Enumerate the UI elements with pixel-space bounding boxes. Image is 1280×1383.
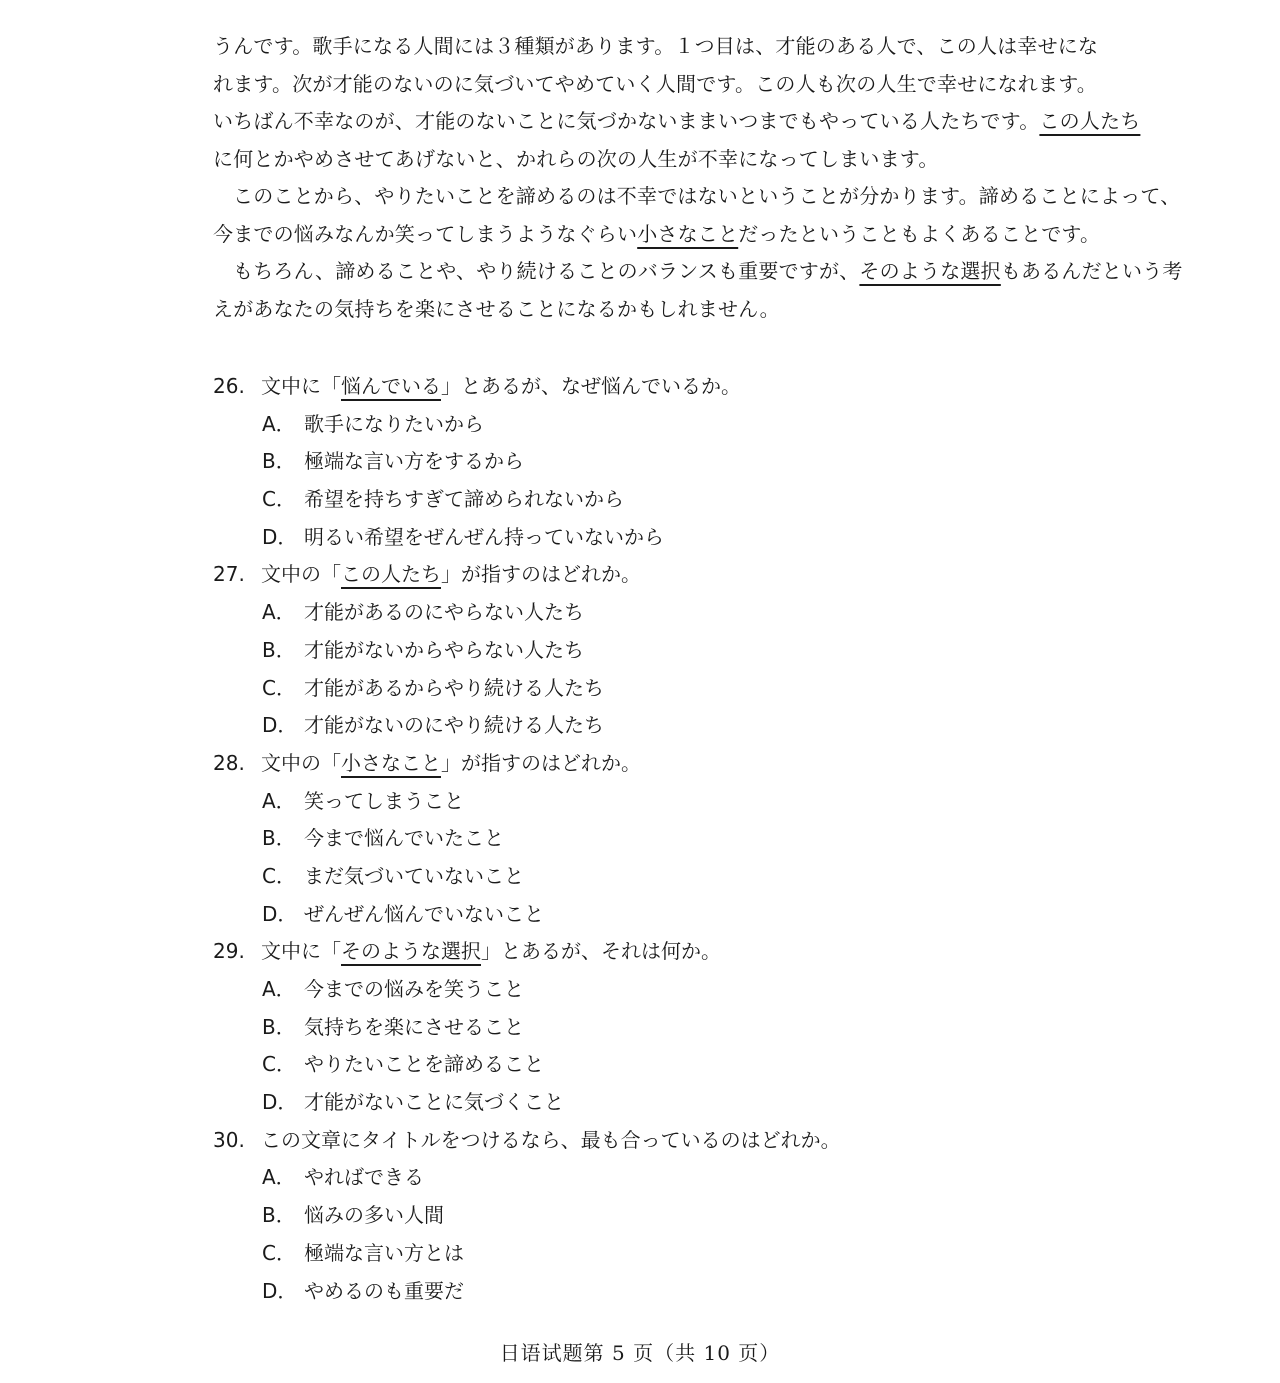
option-letter: A．: [262, 600, 296, 625]
underlined-phrase: そのような選択: [341, 939, 481, 964]
option-text: 才能があるのにやらない人たち: [304, 600, 584, 625]
option-text: 才能がないからやらない人たち: [304, 637, 584, 662]
question-stem: [213, 933, 1093, 971]
answer-option: [213, 971, 1093, 1009]
passage-line: に何とかやめさせてあげないと、かれらの次の人生が不幸になってしまいます。: [213, 146, 939, 171]
option-text: 笑ってしまうこと: [304, 788, 464, 813]
option-text: 希望を持ちすぎて諦められないから: [304, 487, 624, 512]
passage-line: [213, 253, 1183, 291]
option-text: 才能があるからやり続ける人たち: [304, 675, 604, 700]
question-text: 文中に「: [261, 939, 341, 964]
option-text: やればできる: [304, 1165, 424, 1190]
option-letter: D．: [262, 1090, 298, 1115]
answer-option: [213, 1159, 1093, 1197]
answer-option: [213, 820, 1093, 858]
answer-option: [213, 707, 1093, 745]
passage-line: [213, 103, 1141, 141]
underlined-phrase: そのような選択: [859, 259, 1001, 283]
question-stem: [213, 368, 1093, 406]
option-letter: C．: [262, 1052, 296, 1077]
question-stem: [213, 745, 1093, 783]
question-text: 文中の「: [261, 562, 341, 587]
passage-line: [213, 216, 1101, 254]
answer-option: [213, 632, 1093, 670]
underlined-phrase: この人たち: [341, 562, 441, 587]
question-stem: [213, 556, 1093, 594]
option-letter: B．: [262, 1014, 296, 1039]
answer-option: [213, 783, 1093, 821]
answer-option: [213, 1197, 1093, 1235]
underlined-phrase: 小さなこと: [637, 221, 739, 246]
question-text: 文中の「: [261, 750, 341, 775]
answer-option: [213, 481, 1093, 519]
answer-option: [213, 519, 1093, 557]
option-text: ぜんぜん悩んでいないこと: [304, 901, 544, 926]
underlined-phrase: 悩んでいる: [341, 374, 441, 398]
option-letter: C．: [262, 1240, 296, 1265]
reading-passage: [213, 28, 1183, 328]
option-letter: B．: [262, 826, 296, 851]
option-text: 極端な言い方をするから: [304, 449, 524, 474]
option-letter: B．: [262, 637, 296, 662]
question-number: 29.: [213, 939, 245, 964]
question-list: [213, 368, 1093, 1310]
question-text: この文章にタイトルをつけるなら、最も合っているのはどれか。: [261, 1127, 841, 1152]
answer-option: [213, 1235, 1093, 1273]
option-text: 極端な言い方とは: [304, 1240, 464, 1265]
answer-option: [213, 1009, 1093, 1047]
option-text: 才能がないことに気づくこと: [304, 1090, 564, 1115]
question-number: 26.: [213, 374, 245, 398]
answer-option: [213, 670, 1093, 708]
option-letter: A．: [262, 977, 296, 1001]
underlined-phrase: 小さなこと: [341, 750, 441, 775]
option-text: 今までの悩みを笑うこと: [304, 977, 524, 1001]
passage-text: だったということもよくあることです。: [738, 221, 1101, 246]
option-letter: A．: [262, 1165, 296, 1190]
answer-option: [213, 443, 1093, 481]
question-text: 」が指すのはどれか。: [441, 562, 641, 587]
option-text: まだ気づいていないこと: [304, 863, 524, 888]
passage-line: うんです。歌手になる人間には３種類があります。１つ目は、才能のある人で、この人は幸せにな: [213, 34, 1099, 58]
option-letter: D．: [262, 713, 298, 738]
option-letter: C．: [262, 863, 296, 888]
passage-line: れます。次が才能のないのに気づいてやめていく人間です。この人も次の人生で幸せになれます。: [213, 71, 1097, 96]
passage-text: いちばん不幸なのが、才能のないことに気づかないままいつまでもやっている人たちです。: [213, 109, 1040, 133]
passage-text: もあるんだという考: [1000, 259, 1183, 283]
option-letter: B．: [262, 1203, 296, 1228]
option-text: 明るい希望をぜんぜん持っていないから: [304, 524, 664, 549]
question-number: 27.: [213, 562, 245, 587]
answer-option: [213, 1046, 1093, 1084]
option-text: やめるのも重要だ: [304, 1278, 464, 1303]
question-text: 」とあるが、なぜ悩んでいるか。: [441, 374, 741, 398]
option-text: 歌手になりたいから: [304, 411, 484, 436]
question-number: 30.: [213, 1127, 245, 1152]
passage-line: このことから、やりたいことを諦めるのは不幸ではないということが分かります。諦めることによって、: [233, 184, 1181, 208]
option-letter: D．: [262, 901, 298, 926]
option-text: 今まで悩んでいたこと: [304, 826, 504, 851]
answer-option: [213, 858, 1093, 896]
answer-option: [213, 1273, 1093, 1311]
page-footer: 日语试题第 5 页（共 10 页）: [499, 1341, 781, 1365]
question-stem: [213, 1122, 1093, 1160]
option-text: やりたいことを諦めること: [304, 1052, 544, 1077]
option-letter: D．: [262, 1278, 298, 1303]
option-letter: D．: [262, 524, 298, 549]
question-text: 」が指すのはどれか。: [441, 750, 641, 775]
option-letter: A．: [262, 788, 296, 813]
answer-option: [213, 594, 1093, 632]
answer-option: [213, 1084, 1093, 1122]
option-letter: A．: [262, 411, 296, 436]
passage-text: 今までの悩みなんか笑ってしまうようなぐらい: [213, 221, 638, 246]
option-text: 才能がないのにやり続ける人たち: [304, 713, 604, 738]
option-letter: C．: [262, 675, 296, 700]
option-text: 悩みの多い人間: [304, 1203, 444, 1228]
option-letter: C．: [262, 487, 296, 512]
passage-line: えがあなたの気持ちを楽にさせることになるかもしれません。: [213, 296, 780, 321]
question-text: 文中に「: [261, 374, 341, 398]
answer-option: [213, 406, 1093, 444]
question-number: 28.: [213, 750, 245, 775]
answer-option: [213, 896, 1093, 934]
question-text: 」とあるが、それは何か。: [481, 939, 721, 964]
passage-text: もちろん、諦めることや、やり続けることのバランスも重要ですが、: [233, 259, 860, 283]
option-text: 気持ちを楽にさせること: [304, 1014, 524, 1039]
underlined-phrase: この人たち: [1039, 109, 1141, 133]
option-letter: B．: [262, 449, 296, 474]
